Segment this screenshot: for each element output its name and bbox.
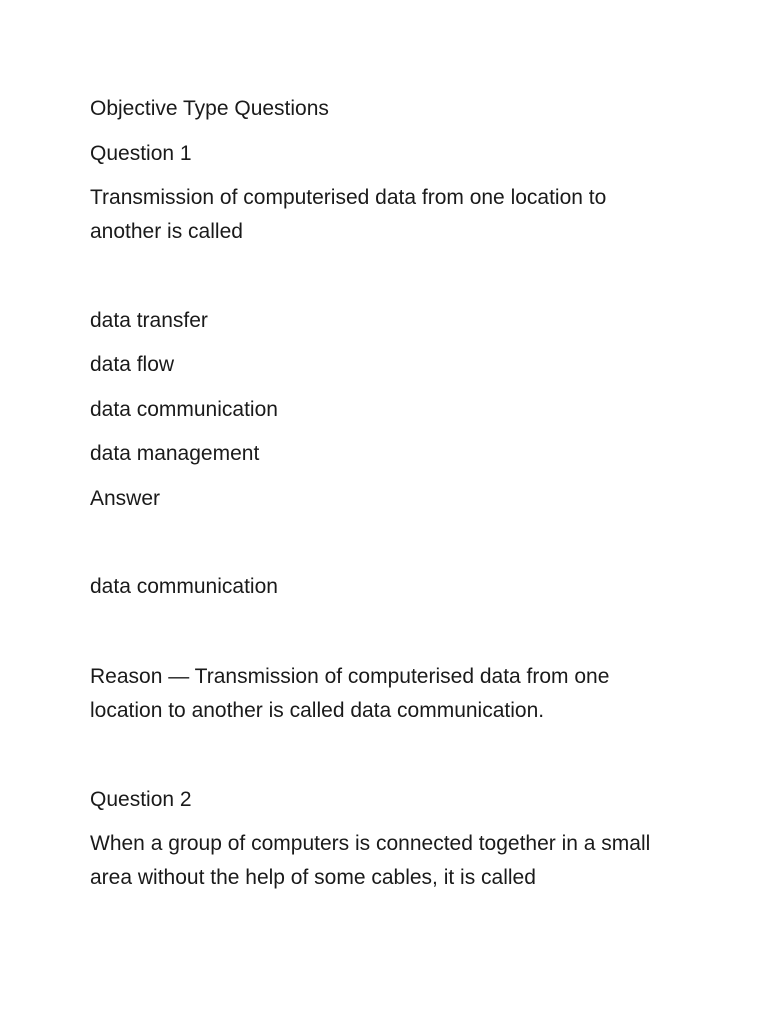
document-heading: Objective Type Questions <box>90 97 329 120</box>
question-1-text: Transmission of computerised data from one location to another is called <box>90 186 607 243</box>
question-1-reason: Reason — Transmission of computerised data from one location to another is called data communication. <box>90 665 610 722</box>
question-1-option-1: data transfer <box>90 309 208 332</box>
question-2-label: Question 2 <box>90 788 192 811</box>
question-1-label: Question 1 <box>90 142 192 165</box>
question-2-text: When a group of computers is connected together in a small area without the help of some cables, it is called <box>90 832 651 889</box>
question-1-answer-label: Answer <box>90 487 161 510</box>
question-1-option-2: data flow <box>90 353 175 376</box>
question-1-option-4: data management <box>90 442 260 465</box>
question-1-option-3: data communication <box>90 398 278 421</box>
question-1-answer: data communication <box>90 575 278 598</box>
